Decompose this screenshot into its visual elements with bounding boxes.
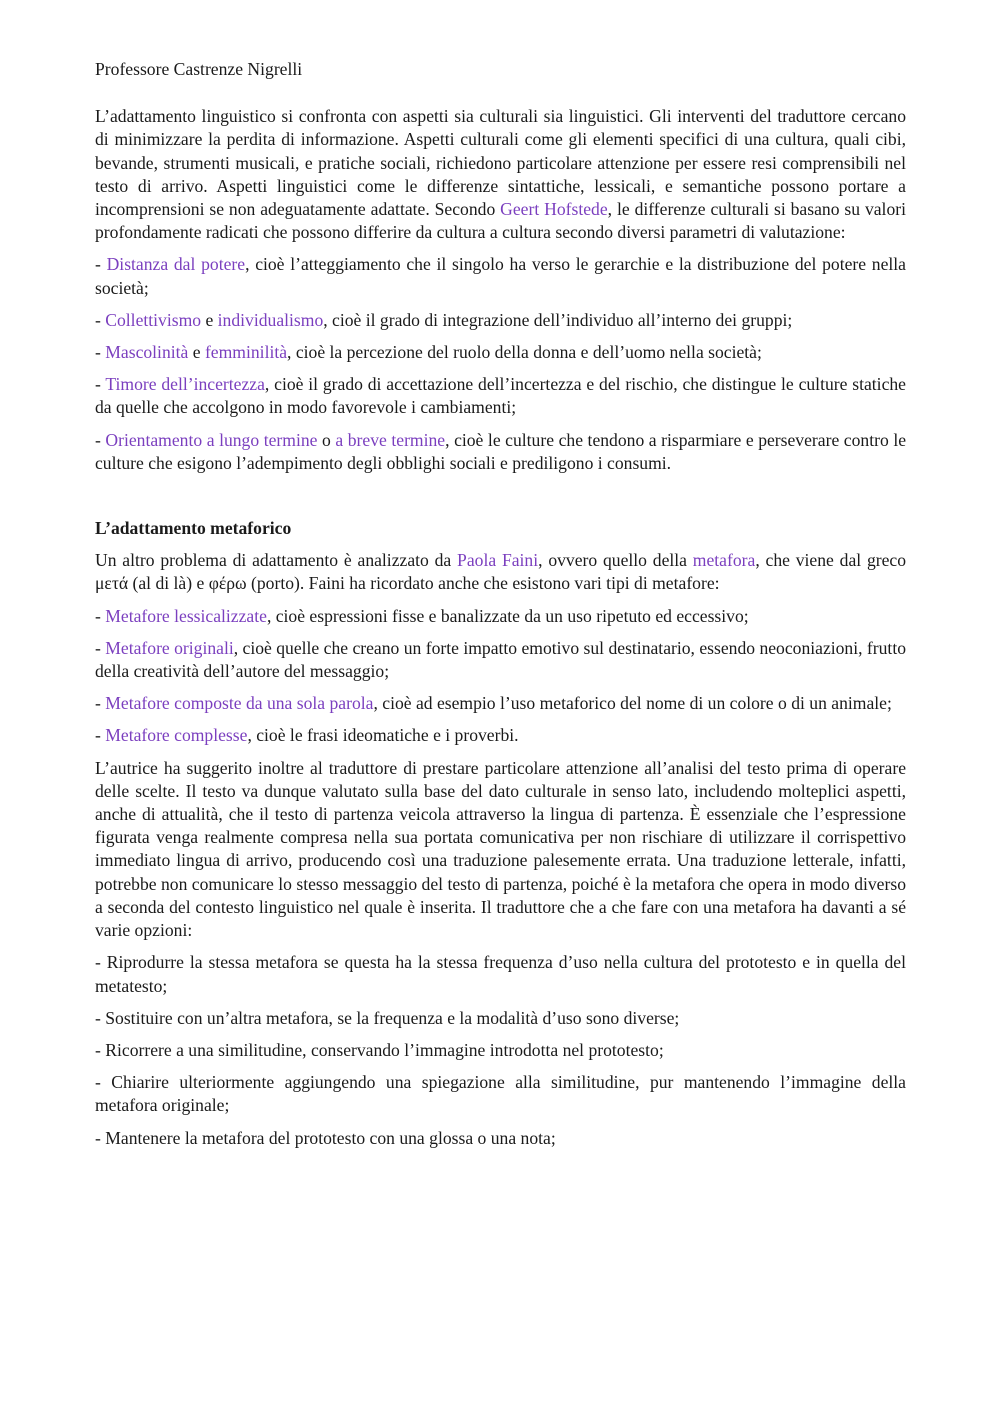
text-run: , cioè le frasi ideomatiche e i proverbi. — [247, 725, 519, 746]
highlighted-term: Orientamento a lungo termine — [105, 429, 318, 450]
metaphor-type-item — [95, 605, 906, 628]
text-run: - — [95, 429, 106, 450]
text-run: , cioè le culture che tendono a risparmiare e perseverare contro le culture che esigono l’adempimento degli obblighi sociali e prediligono i consumi. — [95, 429, 907, 473]
text-run: , cioè il grado di accettazione dell’incertezza e del rischio, che distingue le culture statiche da quelle che accolgono in modo favorevole i cambiamenti; — [95, 374, 906, 418]
text-run: - — [95, 725, 106, 746]
highlighted-term: Paola Faini — [457, 550, 539, 571]
highlighted-term: metafora — [692, 550, 756, 571]
text-run: , cioè la percezione del ruolo della donna e dell’uomo nella società; — [287, 342, 762, 363]
option-item: - Riprodurre la stessa metafora se questa ha la stessa frequenza d’uso nella cultura del prototesto e in quella del metatesto; — [95, 952, 906, 996]
highlighted-term: individualismo — [217, 309, 324, 330]
text-run: e — [201, 309, 218, 330]
highlighted-term: Mascolinità — [105, 342, 189, 363]
highlighted-term: Collettivismo — [105, 309, 202, 330]
highlighted-term: Metafore lessicalizzate — [105, 605, 267, 626]
text-run: , cioè l’atteggiamento che il singolo ha verso le gerarchie e la distribuzione del potere nella società; — [95, 254, 906, 298]
highlighted-term: Metafore complesse — [105, 725, 248, 746]
text-run: - — [95, 693, 106, 714]
highlighted-term: a breve termine — [335, 429, 446, 450]
option-item: - Sostituire con un’altra metafora, se la frequenza e la modalità d’uso sono diverse; — [95, 1007, 680, 1028]
text-run: , cioè ad esempio l’uso metaforico del nome di un colore o di un animale; — [373, 693, 892, 714]
document-page — [95, 58, 906, 1159]
text-run: - — [95, 374, 106, 395]
hofstede-item — [95, 309, 906, 332]
option-item: - Ricorrere a una similitudine, conservando l’immagine introdotta nel prototesto; — [95, 1039, 664, 1060]
hofstede-item — [95, 253, 906, 299]
highlighted-term: Distanza dal potere — [106, 254, 246, 275]
metaphor-intro-paragraph — [95, 549, 906, 595]
text-run: - — [95, 605, 106, 626]
highlighted-term: Metafore originali — [105, 637, 234, 658]
metaphor-type-item — [95, 692, 906, 715]
options-list — [95, 951, 906, 1149]
section-heading: L’adattamento metaforico — [95, 518, 292, 539]
text-run: , cioè il grado di integrazione dell’individuo all’interno dei gruppi; — [323, 309, 793, 330]
hofstede-list — [95, 253, 906, 475]
author-line: Professore Castrenze Nigrelli — [95, 59, 303, 79]
highlighted-term: Timore dell’incertezza — [105, 374, 265, 395]
metaphor-types-list — [95, 605, 906, 748]
text-run: Un altro problema di adattamento è analizzato da — [95, 550, 458, 571]
text-run: - — [95, 254, 107, 275]
highlighted-term: Metafore composte da una sola parola — [105, 693, 374, 714]
text-run: o — [317, 429, 336, 450]
hofstede-item — [95, 429, 906, 475]
text-run: - — [95, 309, 106, 330]
author-paragraph: L’autrice ha suggerito inoltre al traduttore di prestare particolare attenzione all’analisi del testo prima di operare delle scelte. Il testo va dunque valutato sulla base del dato culturale in senso lato, includendo molteplici aspetti, anche di attualità, che il testo di partenza veicola attraverso la lingua di partenza. È essenziale che l’espressione figurata venga realmente compresa nella sua portata comunicativa per non rischiare di utilizzare il corrispettivo immediato lingua di arrivo, producendo così una traduzione palesemente errata. Una traduzione letterale, infatti, potrebbe non comunicare lo stesso messaggio del testo di partenza, poiché è la metafora che opera in modo diverso a seconda del contesto linguistico nel quale è inserita. Il traduttore che a che fare con una metafora ha davanti a sé varie opzioni: — [95, 757, 906, 941]
hofstede-item — [95, 373, 906, 419]
text-run: e — [188, 342, 205, 363]
option-item: - Chiarire ulteriormente aggiungendo una spiegazione alla similitudine, pur mantenendo l’immagine della metafora originale; — [95, 1072, 906, 1116]
text-run: - — [95, 342, 106, 363]
highlighted-term: femminilità — [204, 342, 288, 363]
metaphor-type-item — [95, 637, 906, 683]
text-run: , che viene dal greco μετά (al di là) e φέρω (porto). Faini ha ricordato anche che esistono vari tipi di metafore: — [95, 550, 907, 594]
text-run: , ovvero quello della — [538, 550, 693, 571]
text-run: - — [95, 637, 106, 658]
metaphor-type-item — [95, 724, 906, 747]
option-item: - Mantenere la metafora del prototesto con una glossa o una nota; — [95, 1127, 556, 1148]
text-run: , cioè quelle che creano un forte impatto emotivo sul destinatario, essendo neoconiazioni, frutto della creatività dell’autore del messaggio; — [95, 637, 907, 682]
text-run: , cioè espressioni fisse e banalizzate da un uso ripetuto ed eccessivo; — [266, 605, 749, 626]
text-run: L’adattamento linguistico si confronta con aspetti sia culturali sia linguistici. Gli interventi del traduttore cercano di minimizzare la perdita di informazione. Aspetti culturali come gli elementi specifici di una cultura, quali cibi, bevande, strumenti musicali, e pratiche sociali, richiedono particolare attenzione per essere resi comprensibili nel testo di arrivo. Aspetti linguistici come le differenze sintattiche, lessicali, e semantiche possono portare a incomprensioni se non adeguatamente adattate. Secondo — [95, 106, 906, 220]
text-run: , le differenze culturali si basano su valori profondamente radicati che possono differire da cultura a cultura secondo diversi parametri di valutazione: — [95, 199, 906, 243]
intro-paragraph — [95, 105, 906, 244]
highlighted-term: Geert Hofstede — [500, 199, 608, 220]
hofstede-item — [95, 341, 906, 364]
